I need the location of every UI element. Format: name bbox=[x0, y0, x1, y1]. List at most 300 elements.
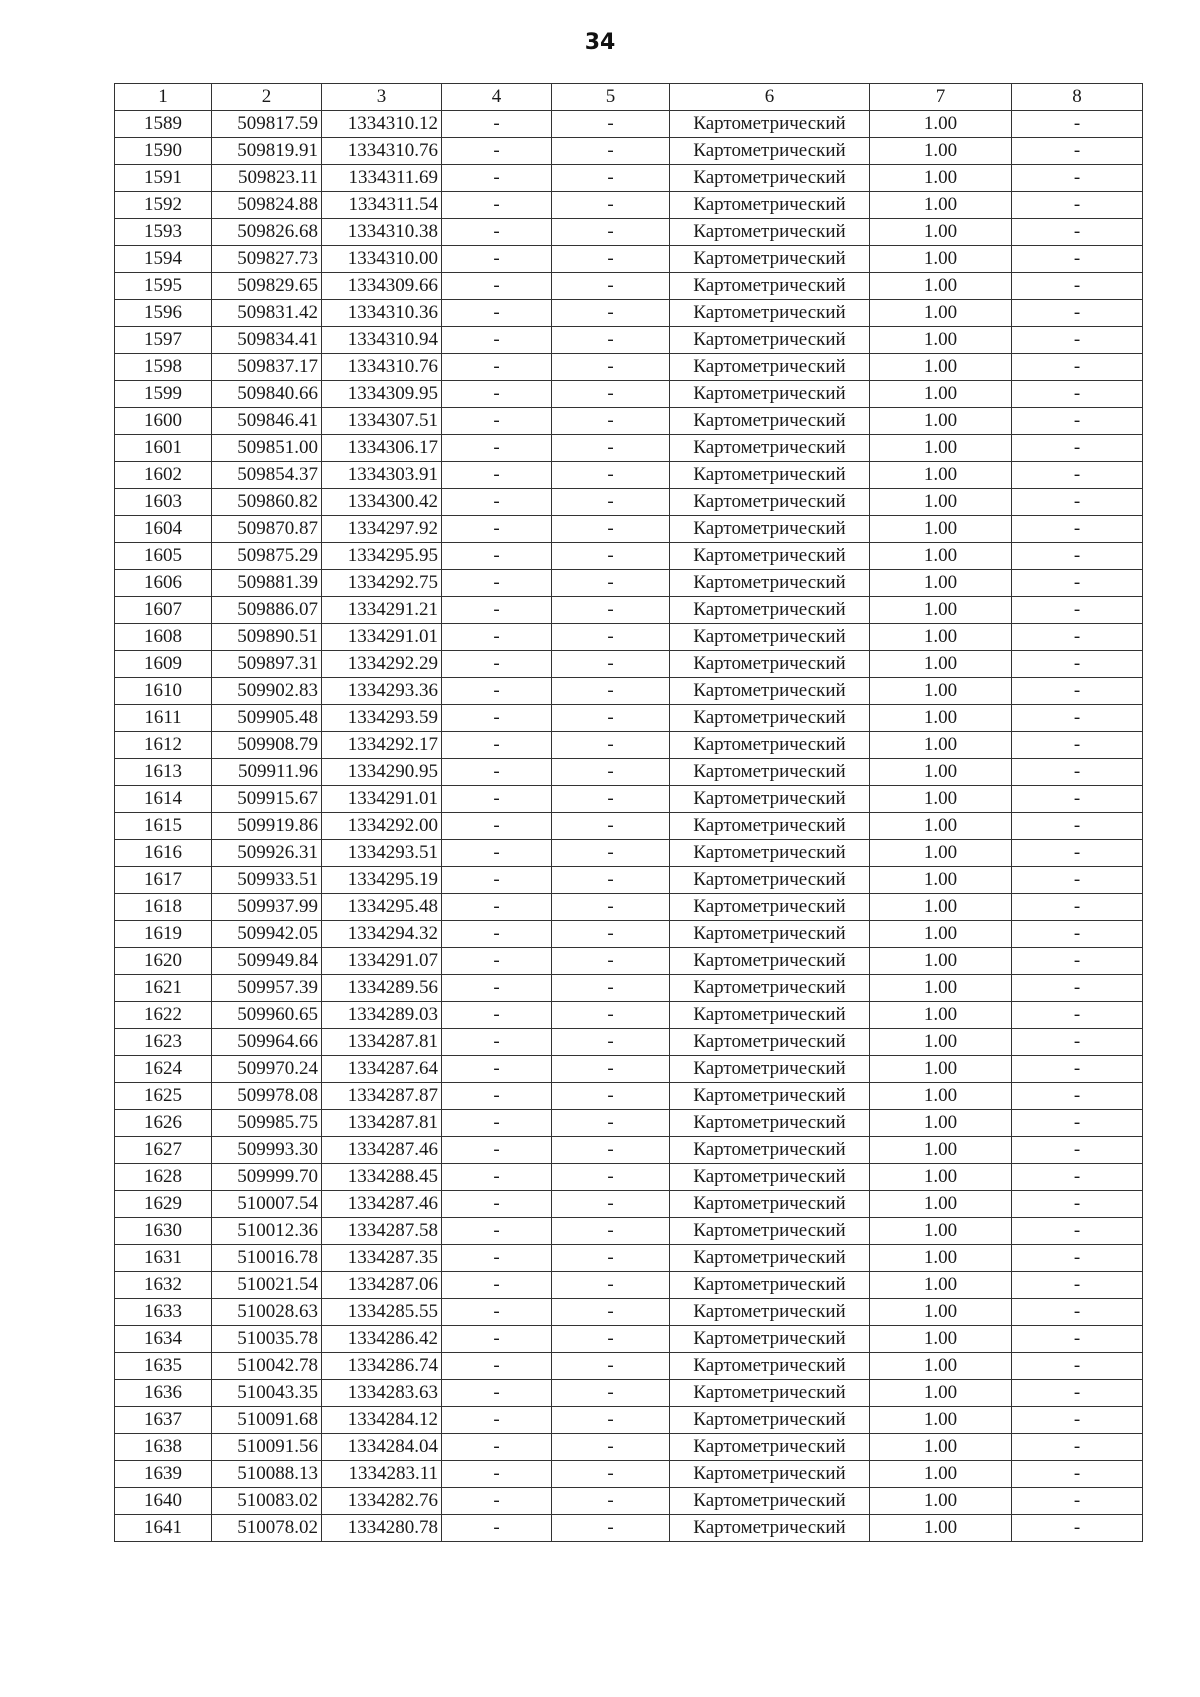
precision-cell: 1.00 bbox=[870, 1029, 1012, 1056]
column-5-cell: - bbox=[552, 1353, 670, 1380]
point-number-cell: 1611 bbox=[115, 705, 212, 732]
x-coordinate-cell: 510083.02 bbox=[212, 1488, 322, 1515]
precision-cell: 1.00 bbox=[870, 381, 1012, 408]
column-5-cell: - bbox=[552, 219, 670, 246]
column-4-cell: - bbox=[442, 219, 552, 246]
table-row bbox=[115, 165, 1143, 192]
x-coordinate-cell: 509919.86 bbox=[212, 813, 322, 840]
column-4-cell: - bbox=[442, 894, 552, 921]
y-coordinate-cell: 1334291.07 bbox=[322, 948, 442, 975]
x-coordinate-cell: 509890.51 bbox=[212, 624, 322, 651]
column-4-cell: - bbox=[442, 516, 552, 543]
column-8-cell: - bbox=[1012, 1434, 1143, 1461]
table-row bbox=[115, 840, 1143, 867]
method-cell: Картометрический bbox=[670, 192, 870, 219]
column-4-cell: - bbox=[442, 489, 552, 516]
method-cell: Картометрический bbox=[670, 1407, 870, 1434]
column-8-cell: - bbox=[1012, 732, 1143, 759]
column-4-cell: - bbox=[442, 921, 552, 948]
x-coordinate-cell: 510007.54 bbox=[212, 1191, 322, 1218]
column-5-cell: - bbox=[552, 1164, 670, 1191]
column-4-cell: - bbox=[442, 1218, 552, 1245]
point-number-cell: 1639 bbox=[115, 1461, 212, 1488]
column-8-cell: - bbox=[1012, 1461, 1143, 1488]
y-coordinate-cell: 1334303.91 bbox=[322, 462, 442, 489]
point-number-cell: 1618 bbox=[115, 894, 212, 921]
column-4-cell: - bbox=[442, 1353, 552, 1380]
column-5-cell: - bbox=[552, 1191, 670, 1218]
x-coordinate-cell: 509949.84 bbox=[212, 948, 322, 975]
method-cell: Картометрический bbox=[670, 1029, 870, 1056]
column-5-cell: - bbox=[552, 462, 670, 489]
x-coordinate-cell: 509886.07 bbox=[212, 597, 322, 624]
column-4-cell: - bbox=[442, 1515, 552, 1542]
column-4-cell: - bbox=[442, 1056, 552, 1083]
column-8-cell: - bbox=[1012, 975, 1143, 1002]
column-5-cell: - bbox=[552, 1002, 670, 1029]
column-4-cell: - bbox=[442, 381, 552, 408]
column-8-cell: - bbox=[1012, 1164, 1143, 1191]
precision-cell: 1.00 bbox=[870, 300, 1012, 327]
method-cell: Картометрический bbox=[670, 732, 870, 759]
column-8-cell: - bbox=[1012, 570, 1143, 597]
point-number-cell: 1597 bbox=[115, 327, 212, 354]
precision-cell: 1.00 bbox=[870, 1326, 1012, 1353]
method-cell: Картометрический bbox=[670, 705, 870, 732]
column-4-cell: - bbox=[442, 948, 552, 975]
column-4-cell: - bbox=[442, 651, 552, 678]
table-row bbox=[115, 1137, 1143, 1164]
x-coordinate-cell: 509964.66 bbox=[212, 1029, 322, 1056]
y-coordinate-cell: 1334293.59 bbox=[322, 705, 442, 732]
column-4-cell: - bbox=[442, 165, 552, 192]
y-coordinate-cell: 1334287.87 bbox=[322, 1083, 442, 1110]
precision-cell: 1.00 bbox=[870, 1272, 1012, 1299]
method-cell: Картометрический bbox=[670, 1272, 870, 1299]
column-4-cell: - bbox=[442, 1434, 552, 1461]
y-coordinate-cell: 1334287.64 bbox=[322, 1056, 442, 1083]
table-row bbox=[115, 1407, 1143, 1434]
point-number-cell: 1608 bbox=[115, 624, 212, 651]
precision-cell: 1.00 bbox=[870, 219, 1012, 246]
y-coordinate-cell: 1334285.55 bbox=[322, 1299, 442, 1326]
y-coordinate-cell: 1334292.75 bbox=[322, 570, 442, 597]
column-5-cell: - bbox=[552, 1137, 670, 1164]
x-coordinate-cell: 509860.82 bbox=[212, 489, 322, 516]
column-4-cell: - bbox=[442, 1272, 552, 1299]
table-row bbox=[115, 273, 1143, 300]
y-coordinate-cell: 1334292.29 bbox=[322, 651, 442, 678]
point-number-cell: 1624 bbox=[115, 1056, 212, 1083]
x-coordinate-cell: 509831.42 bbox=[212, 300, 322, 327]
x-coordinate-cell: 509897.31 bbox=[212, 651, 322, 678]
precision-cell: 1.00 bbox=[870, 921, 1012, 948]
precision-cell: 1.00 bbox=[870, 273, 1012, 300]
column-8-cell: - bbox=[1012, 705, 1143, 732]
y-coordinate-cell: 1334286.42 bbox=[322, 1326, 442, 1353]
table-row bbox=[115, 894, 1143, 921]
column-8-cell: - bbox=[1012, 543, 1143, 570]
column-8-cell: - bbox=[1012, 516, 1143, 543]
method-cell: Картометрический bbox=[670, 1137, 870, 1164]
table-row bbox=[115, 1380, 1143, 1407]
column-5-cell: - bbox=[552, 381, 670, 408]
column-8-cell: - bbox=[1012, 1029, 1143, 1056]
table-row bbox=[115, 516, 1143, 543]
column-4-cell: - bbox=[442, 1137, 552, 1164]
column-8-cell: - bbox=[1012, 489, 1143, 516]
table-row bbox=[115, 111, 1143, 138]
x-coordinate-cell: 510043.35 bbox=[212, 1380, 322, 1407]
precision-cell: 1.00 bbox=[870, 246, 1012, 273]
point-number-cell: 1617 bbox=[115, 867, 212, 894]
point-number-cell: 1629 bbox=[115, 1191, 212, 1218]
precision-cell: 1.00 bbox=[870, 705, 1012, 732]
column-header: 5 bbox=[552, 84, 670, 111]
column-4-cell: - bbox=[442, 462, 552, 489]
table-row bbox=[115, 1434, 1143, 1461]
point-number-cell: 1601 bbox=[115, 435, 212, 462]
precision-cell: 1.00 bbox=[870, 1110, 1012, 1137]
column-5-cell: - bbox=[552, 111, 670, 138]
method-cell: Картометрический bbox=[670, 1056, 870, 1083]
column-4-cell: - bbox=[442, 1299, 552, 1326]
precision-cell: 1.00 bbox=[870, 759, 1012, 786]
point-number-cell: 1590 bbox=[115, 138, 212, 165]
column-4-cell: - bbox=[442, 570, 552, 597]
table-row bbox=[115, 1002, 1143, 1029]
point-number-cell: 1625 bbox=[115, 1083, 212, 1110]
column-5-cell: - bbox=[552, 1434, 670, 1461]
method-cell: Картометрический bbox=[670, 759, 870, 786]
x-coordinate-cell: 509870.87 bbox=[212, 516, 322, 543]
table-row bbox=[115, 219, 1143, 246]
column-header: 8 bbox=[1012, 84, 1143, 111]
table-row bbox=[115, 192, 1143, 219]
column-5-cell: - bbox=[552, 759, 670, 786]
table-row bbox=[115, 489, 1143, 516]
y-coordinate-cell: 1334287.06 bbox=[322, 1272, 442, 1299]
table-row bbox=[115, 354, 1143, 381]
page-number: 34 bbox=[584, 30, 616, 55]
method-cell: Картометрический bbox=[670, 948, 870, 975]
column-5-cell: - bbox=[552, 516, 670, 543]
table-row bbox=[115, 381, 1143, 408]
precision-cell: 1.00 bbox=[870, 1191, 1012, 1218]
precision-cell: 1.00 bbox=[870, 1461, 1012, 1488]
point-number-cell: 1600 bbox=[115, 408, 212, 435]
y-coordinate-cell: 1334310.76 bbox=[322, 354, 442, 381]
method-cell: Картометрический bbox=[670, 1218, 870, 1245]
table-row bbox=[115, 1353, 1143, 1380]
column-4-cell: - bbox=[442, 435, 552, 462]
x-coordinate-cell: 509993.30 bbox=[212, 1137, 322, 1164]
x-coordinate-cell: 509826.68 bbox=[212, 219, 322, 246]
column-5-cell: - bbox=[552, 1056, 670, 1083]
x-coordinate-cell: 509827.73 bbox=[212, 246, 322, 273]
column-5-cell: - bbox=[552, 192, 670, 219]
y-coordinate-cell: 1334284.12 bbox=[322, 1407, 442, 1434]
column-8-cell: - bbox=[1012, 1353, 1143, 1380]
x-coordinate-cell: 510021.54 bbox=[212, 1272, 322, 1299]
column-8-cell: - bbox=[1012, 1110, 1143, 1137]
y-coordinate-cell: 1334288.45 bbox=[322, 1164, 442, 1191]
x-coordinate-cell: 509985.75 bbox=[212, 1110, 322, 1137]
column-5-cell: - bbox=[552, 489, 670, 516]
method-cell: Картометрический bbox=[670, 138, 870, 165]
precision-cell: 1.00 bbox=[870, 111, 1012, 138]
column-5-cell: - bbox=[552, 354, 670, 381]
column-8-cell: - bbox=[1012, 1488, 1143, 1515]
column-4-cell: - bbox=[442, 408, 552, 435]
table-body bbox=[115, 111, 1143, 1542]
table-row bbox=[115, 1029, 1143, 1056]
point-number-cell: 1628 bbox=[115, 1164, 212, 1191]
column-8-cell: - bbox=[1012, 111, 1143, 138]
column-4-cell: - bbox=[442, 273, 552, 300]
x-coordinate-cell: 509875.29 bbox=[212, 543, 322, 570]
column-5-cell: - bbox=[552, 678, 670, 705]
y-coordinate-cell: 1334306.17 bbox=[322, 435, 442, 462]
method-cell: Картометрический bbox=[670, 867, 870, 894]
column-8-cell: - bbox=[1012, 1191, 1143, 1218]
precision-cell: 1.00 bbox=[870, 813, 1012, 840]
method-cell: Картометрический bbox=[670, 516, 870, 543]
method-cell: Картометрический bbox=[670, 921, 870, 948]
x-coordinate-cell: 509933.51 bbox=[212, 867, 322, 894]
column-4-cell: - bbox=[442, 1164, 552, 1191]
column-header: 1 bbox=[115, 84, 212, 111]
column-4-cell: - bbox=[442, 246, 552, 273]
x-coordinate-cell: 509834.41 bbox=[212, 327, 322, 354]
point-number-cell: 1620 bbox=[115, 948, 212, 975]
precision-cell: 1.00 bbox=[870, 651, 1012, 678]
x-coordinate-cell: 509905.48 bbox=[212, 705, 322, 732]
column-8-cell: - bbox=[1012, 840, 1143, 867]
method-cell: Картометрический bbox=[670, 1083, 870, 1110]
x-coordinate-cell: 510042.78 bbox=[212, 1353, 322, 1380]
column-8-cell: - bbox=[1012, 354, 1143, 381]
column-8-cell: - bbox=[1012, 948, 1143, 975]
y-coordinate-cell: 1334287.46 bbox=[322, 1191, 442, 1218]
column-5-cell: - bbox=[552, 921, 670, 948]
y-coordinate-cell: 1334293.36 bbox=[322, 678, 442, 705]
x-coordinate-cell: 509902.83 bbox=[212, 678, 322, 705]
method-cell: Картометрический bbox=[670, 1434, 870, 1461]
method-cell: Картометрический bbox=[670, 570, 870, 597]
table-row bbox=[115, 1164, 1143, 1191]
point-number-cell: 1593 bbox=[115, 219, 212, 246]
table-row bbox=[115, 651, 1143, 678]
method-cell: Картометрический bbox=[670, 1299, 870, 1326]
precision-cell: 1.00 bbox=[870, 435, 1012, 462]
precision-cell: 1.00 bbox=[870, 1434, 1012, 1461]
column-5-cell: - bbox=[552, 1299, 670, 1326]
column-8-cell: - bbox=[1012, 273, 1143, 300]
y-coordinate-cell: 1334287.46 bbox=[322, 1137, 442, 1164]
column-5-cell: - bbox=[552, 1272, 670, 1299]
method-cell: Картометрический bbox=[670, 165, 870, 192]
precision-cell: 1.00 bbox=[870, 1083, 1012, 1110]
column-5-cell: - bbox=[552, 786, 670, 813]
y-coordinate-cell: 1334310.94 bbox=[322, 327, 442, 354]
precision-cell: 1.00 bbox=[870, 678, 1012, 705]
precision-cell: 1.00 bbox=[870, 462, 1012, 489]
precision-cell: 1.00 bbox=[870, 1002, 1012, 1029]
column-4-cell: - bbox=[442, 192, 552, 219]
column-4-cell: - bbox=[442, 1002, 552, 1029]
column-8-cell: - bbox=[1012, 1380, 1143, 1407]
column-4-cell: - bbox=[442, 1326, 552, 1353]
y-coordinate-cell: 1334282.76 bbox=[322, 1488, 442, 1515]
precision-cell: 1.00 bbox=[870, 597, 1012, 624]
y-coordinate-cell: 1334295.95 bbox=[322, 543, 442, 570]
table-row bbox=[115, 300, 1143, 327]
column-4-cell: - bbox=[442, 1488, 552, 1515]
column-4-cell: - bbox=[442, 300, 552, 327]
point-number-cell: 1599 bbox=[115, 381, 212, 408]
x-coordinate-cell: 510078.02 bbox=[212, 1515, 322, 1542]
point-number-cell: 1623 bbox=[115, 1029, 212, 1056]
column-5-cell: - bbox=[552, 1461, 670, 1488]
table-row bbox=[115, 1083, 1143, 1110]
point-number-cell: 1622 bbox=[115, 1002, 212, 1029]
y-coordinate-cell: 1334280.78 bbox=[322, 1515, 442, 1542]
column-5-cell: - bbox=[552, 894, 670, 921]
column-8-cell: - bbox=[1012, 1407, 1143, 1434]
y-coordinate-cell: 1334310.76 bbox=[322, 138, 442, 165]
point-number-cell: 1633 bbox=[115, 1299, 212, 1326]
x-coordinate-cell: 509846.41 bbox=[212, 408, 322, 435]
table-row bbox=[115, 678, 1143, 705]
method-cell: Картометрический bbox=[670, 462, 870, 489]
method-cell: Картометрический bbox=[670, 597, 870, 624]
column-4-cell: - bbox=[442, 1110, 552, 1137]
column-header: 2 bbox=[212, 84, 322, 111]
y-coordinate-cell: 1334283.11 bbox=[322, 1461, 442, 1488]
column-8-cell: - bbox=[1012, 219, 1143, 246]
column-header: 4 bbox=[442, 84, 552, 111]
column-4-cell: - bbox=[442, 327, 552, 354]
precision-cell: 1.00 bbox=[870, 138, 1012, 165]
column-5-cell: - bbox=[552, 543, 670, 570]
column-4-cell: - bbox=[442, 813, 552, 840]
column-8-cell: - bbox=[1012, 1245, 1143, 1272]
coordinates-table bbox=[114, 83, 1143, 1542]
column-5-cell: - bbox=[552, 273, 670, 300]
point-number-cell: 1638 bbox=[115, 1434, 212, 1461]
point-number-cell: 1641 bbox=[115, 1515, 212, 1542]
column-8-cell: - bbox=[1012, 138, 1143, 165]
column-4-cell: - bbox=[442, 975, 552, 1002]
table-row bbox=[115, 435, 1143, 462]
x-coordinate-cell: 509824.88 bbox=[212, 192, 322, 219]
column-8-cell: - bbox=[1012, 435, 1143, 462]
column-5-cell: - bbox=[552, 732, 670, 759]
precision-cell: 1.00 bbox=[870, 1380, 1012, 1407]
method-cell: Картометрический bbox=[670, 813, 870, 840]
x-coordinate-cell: 509978.08 bbox=[212, 1083, 322, 1110]
column-8-cell: - bbox=[1012, 381, 1143, 408]
point-number-cell: 1630 bbox=[115, 1218, 212, 1245]
table-row bbox=[115, 948, 1143, 975]
y-coordinate-cell: 1334311.54 bbox=[322, 192, 442, 219]
y-coordinate-cell: 1334286.74 bbox=[322, 1353, 442, 1380]
table-row bbox=[115, 786, 1143, 813]
x-coordinate-cell: 510088.13 bbox=[212, 1461, 322, 1488]
precision-cell: 1.00 bbox=[870, 975, 1012, 1002]
y-coordinate-cell: 1334307.51 bbox=[322, 408, 442, 435]
point-number-cell: 1615 bbox=[115, 813, 212, 840]
method-cell: Картометрический bbox=[670, 678, 870, 705]
point-number-cell: 1614 bbox=[115, 786, 212, 813]
method-cell: Картометрический bbox=[670, 111, 870, 138]
table-row bbox=[115, 1515, 1143, 1542]
y-coordinate-cell: 1334310.00 bbox=[322, 246, 442, 273]
column-5-cell: - bbox=[552, 408, 670, 435]
table-row bbox=[115, 1461, 1143, 1488]
method-cell: Картометрический bbox=[670, 273, 870, 300]
column-5-cell: - bbox=[552, 327, 670, 354]
x-coordinate-cell: 510091.68 bbox=[212, 1407, 322, 1434]
x-coordinate-cell: 509817.59 bbox=[212, 111, 322, 138]
precision-cell: 1.00 bbox=[870, 1407, 1012, 1434]
method-cell: Картометрический bbox=[670, 1164, 870, 1191]
method-cell: Картометрический bbox=[670, 1515, 870, 1542]
table-row bbox=[115, 1272, 1143, 1299]
x-coordinate-cell: 510035.78 bbox=[212, 1326, 322, 1353]
x-coordinate-cell: 509911.96 bbox=[212, 759, 322, 786]
precision-cell: 1.00 bbox=[870, 1299, 1012, 1326]
table-row bbox=[115, 570, 1143, 597]
column-5-cell: - bbox=[552, 1083, 670, 1110]
column-header: 7 bbox=[870, 84, 1012, 111]
method-cell: Картометрический bbox=[670, 1002, 870, 1029]
precision-cell: 1.00 bbox=[870, 624, 1012, 651]
column-8-cell: - bbox=[1012, 651, 1143, 678]
table-row bbox=[115, 1245, 1143, 1272]
table-row bbox=[115, 867, 1143, 894]
x-coordinate-cell: 509851.00 bbox=[212, 435, 322, 462]
column-5-cell: - bbox=[552, 705, 670, 732]
method-cell: Картометрический bbox=[670, 1488, 870, 1515]
column-8-cell: - bbox=[1012, 327, 1143, 354]
column-5-cell: - bbox=[552, 570, 670, 597]
y-coordinate-cell: 1334287.81 bbox=[322, 1110, 442, 1137]
y-coordinate-cell: 1334293.51 bbox=[322, 840, 442, 867]
table-row bbox=[115, 1488, 1143, 1515]
point-number-cell: 1637 bbox=[115, 1407, 212, 1434]
table-row bbox=[115, 1191, 1143, 1218]
column-4-cell: - bbox=[442, 1029, 552, 1056]
column-4-cell: - bbox=[442, 354, 552, 381]
x-coordinate-cell: 509837.17 bbox=[212, 354, 322, 381]
point-number-cell: 1632 bbox=[115, 1272, 212, 1299]
method-cell: Картометрический bbox=[670, 381, 870, 408]
point-number-cell: 1612 bbox=[115, 732, 212, 759]
column-8-cell: - bbox=[1012, 1515, 1143, 1542]
table-row bbox=[115, 138, 1143, 165]
column-5-cell: - bbox=[552, 624, 670, 651]
y-coordinate-cell: 1334287.35 bbox=[322, 1245, 442, 1272]
precision-cell: 1.00 bbox=[870, 489, 1012, 516]
precision-cell: 1.00 bbox=[870, 570, 1012, 597]
precision-cell: 1.00 bbox=[870, 1137, 1012, 1164]
x-coordinate-cell: 509926.31 bbox=[212, 840, 322, 867]
point-number-cell: 1591 bbox=[115, 165, 212, 192]
x-coordinate-cell: 510016.78 bbox=[212, 1245, 322, 1272]
column-5-cell: - bbox=[552, 1245, 670, 1272]
